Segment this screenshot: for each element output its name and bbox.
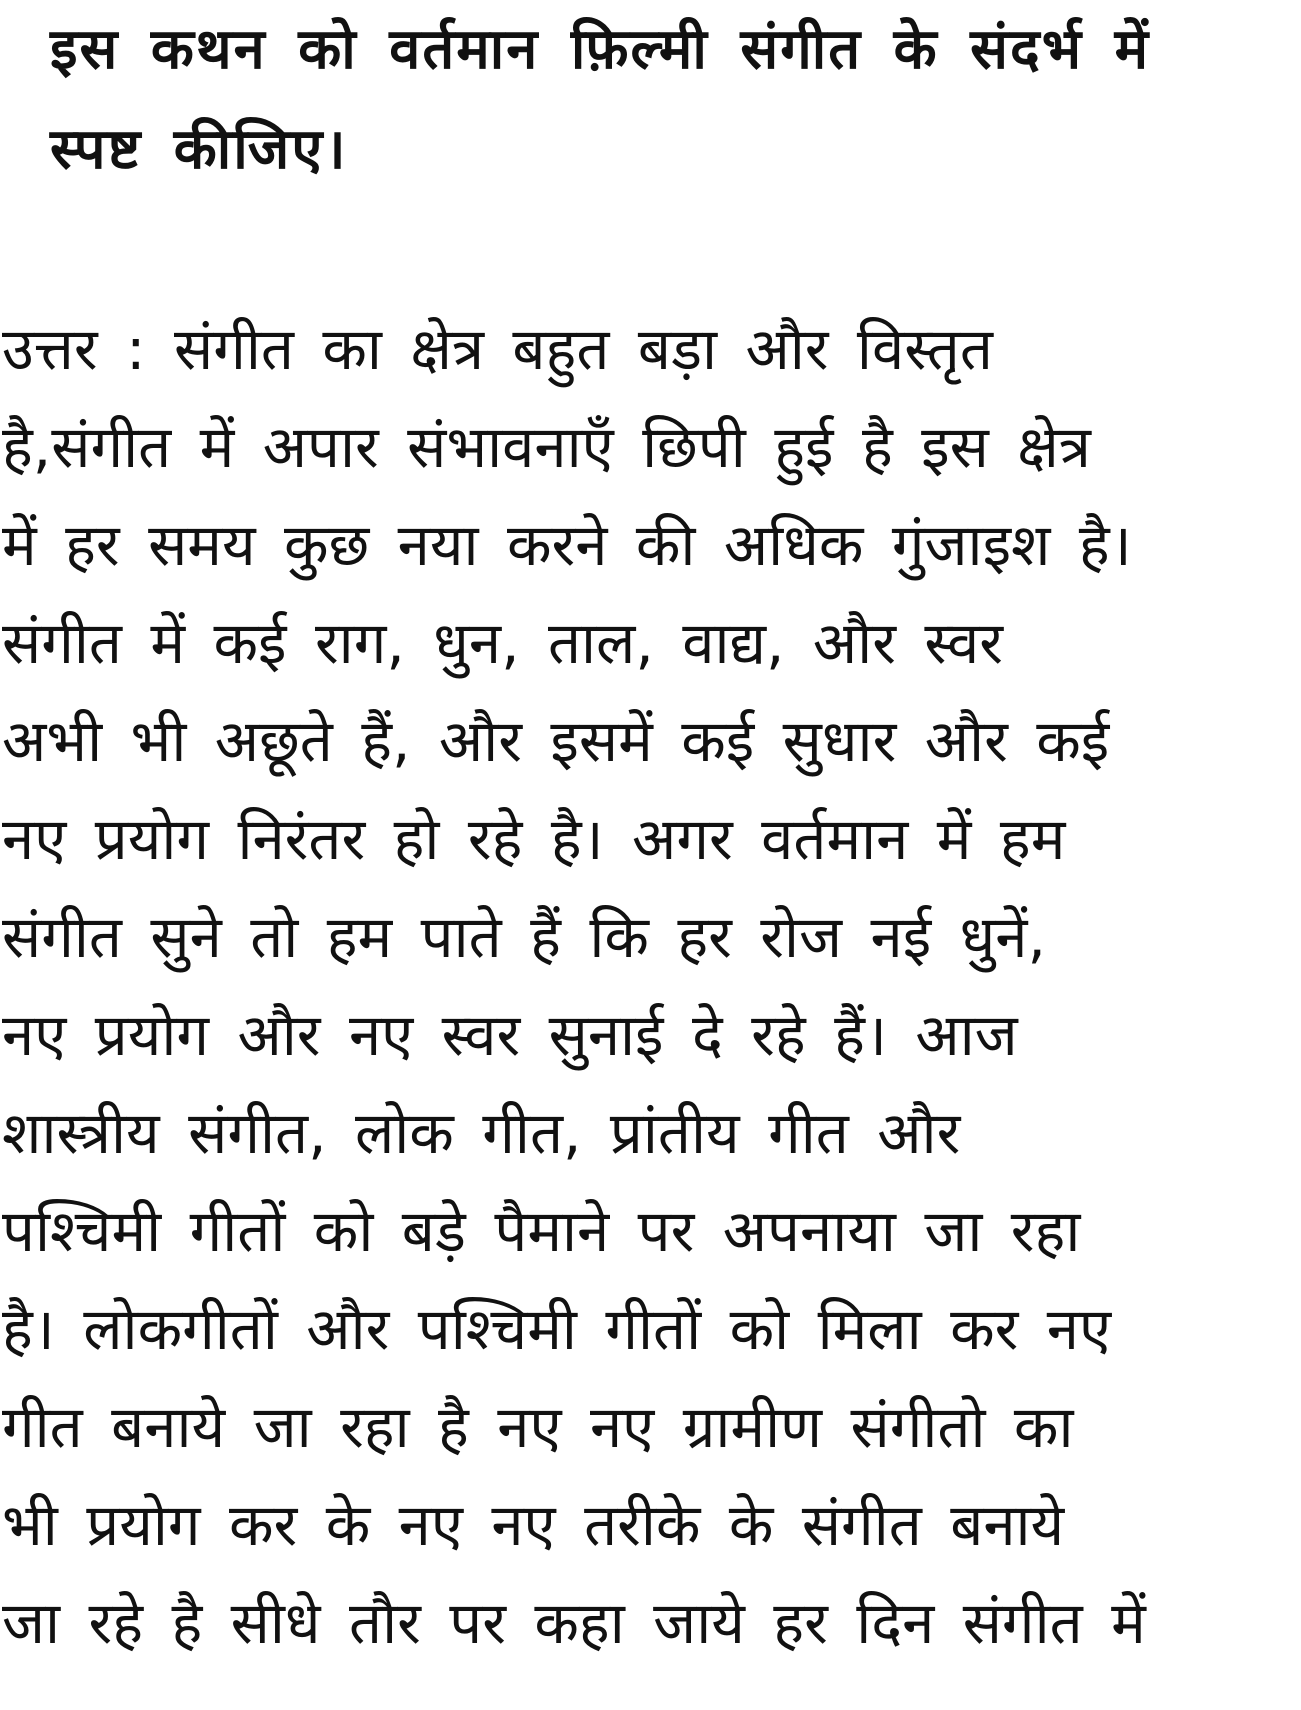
answer-line: संगीत सुने तो हम पाते हैं कि हर रोज नई धुनें,: [2, 903, 1046, 971]
answer-line: जा रहे है सीधे तौर पर कहा जाये हर दिन संगीत में: [2, 1589, 1146, 1657]
question-line: स्पष्ट कीजिए।: [50, 117, 348, 182]
answer-text: [2, 300, 1297, 1672]
answer-line: नए प्रयोग और नए स्वर सुनाई दे रहे हैं। आज: [2, 1001, 1018, 1069]
answer-line: है,संगीत में अपार संभावनाएँ छिपी हुई है इस क्षेत्र: [2, 413, 1091, 481]
question-text: [50, 0, 1280, 200]
answer-line: संगीत में कई राग, धुन, ताल, वाद्य, और स्वर: [2, 609, 1003, 677]
answer-line: में हर समय कुछ नया करने की अधिक गुंजाइश है।: [2, 511, 1132, 579]
answer-line: पश्चिमी गीतों को बड़े पैमाने पर अपनाया जा रहा: [2, 1197, 1081, 1265]
answer-line: है। लोकगीतों और पश्चिमी गीतों को मिला कर नए: [2, 1295, 1112, 1363]
question-line: इस कथन को वर्तमान फ़िल्मी संगीत के संदर्भ में: [50, 17, 1151, 82]
answer-line: भी प्रयोग कर के नए नए तरीके के संगीत बनाये: [2, 1491, 1065, 1559]
answer-line: अभी भी अछूते हैं, और इसमें कई सुधार और कई: [2, 707, 1110, 775]
answer-line: उत्तर : संगीत का क्षेत्र बहुत बड़ा और विस्तृत: [2, 315, 993, 383]
answer-line: नए प्रयोग निरंतर हो रहे है। अगर वर्तमान में हम: [2, 805, 1066, 873]
answer-line: गीत बनाये जा रहा है नए नए ग्रामीण संगीतो का: [2, 1393, 1074, 1461]
answer-line: शास्त्रीय संगीत, लोक गीत, प्रांतीय गीत और: [2, 1099, 961, 1167]
